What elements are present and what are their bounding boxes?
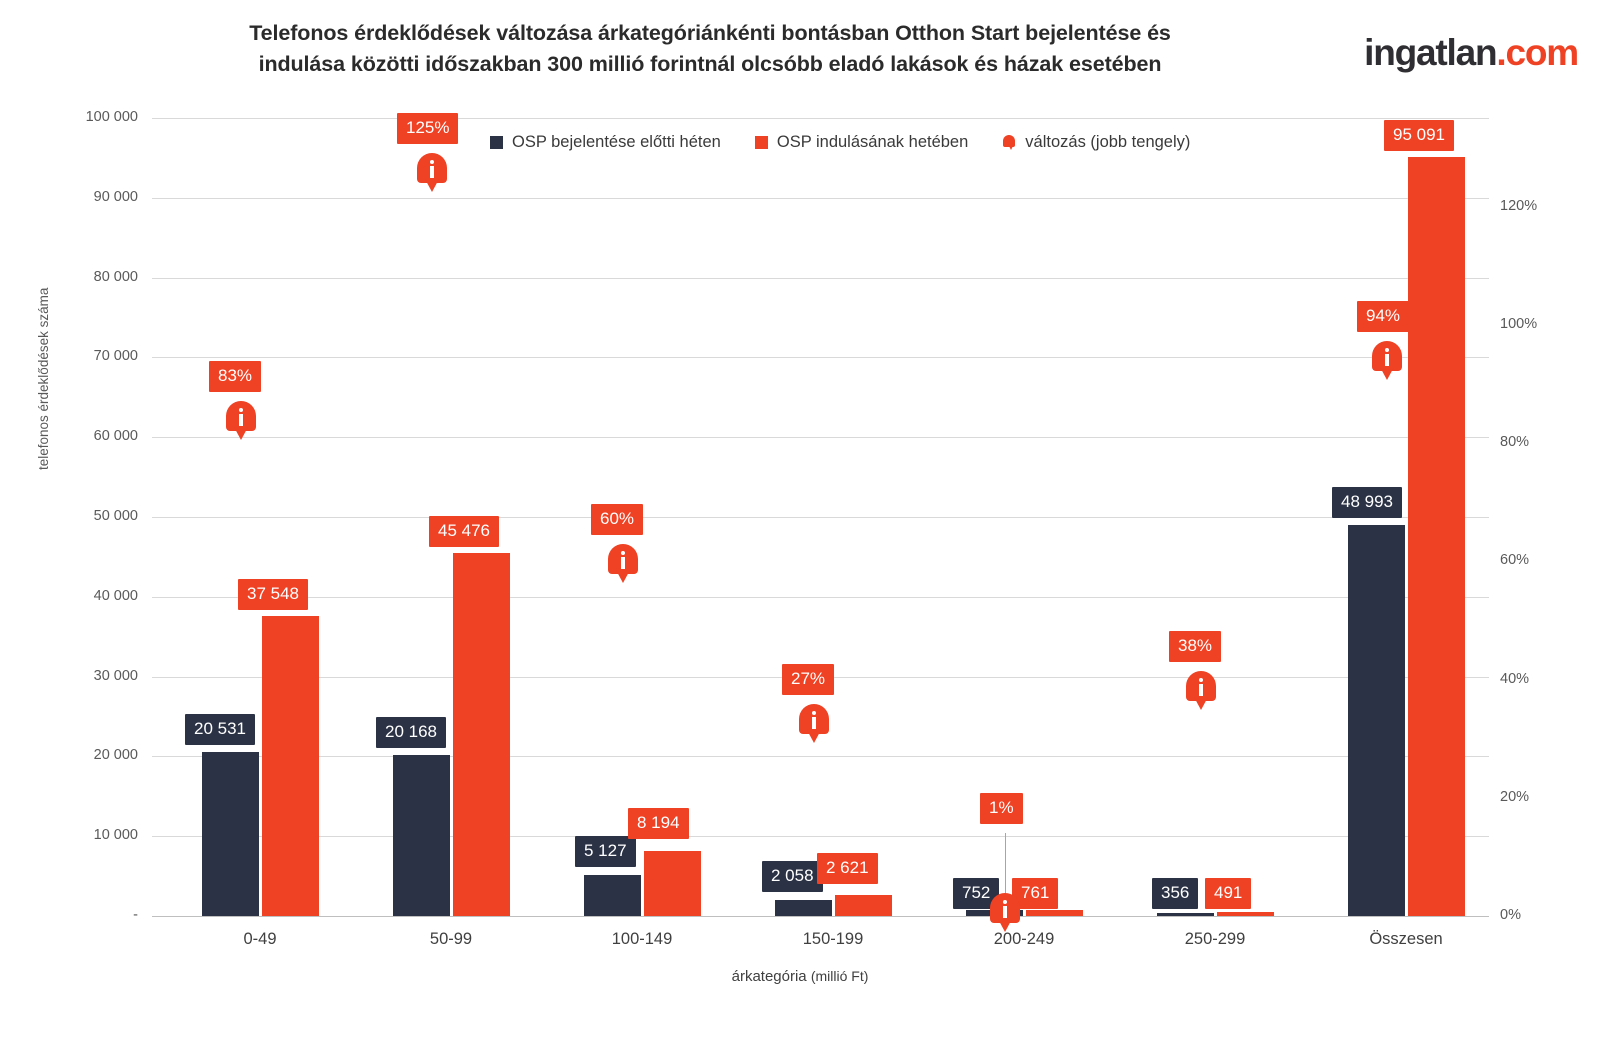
chart-title-line-1: Telefonos érdeklődések változása árkategóriánkénti bontásban Otthon Start bejelentése és — [249, 21, 1171, 45]
y-tick-label-30000: 30 000 — [93, 667, 138, 684]
bar-value-dark-150-199: 2 058 — [762, 861, 823, 892]
bar-red-200-249[interactable] — [1026, 910, 1083, 916]
bar-value-red-100-149: 8 194 — [628, 808, 689, 839]
ingatlan-com-logo — [1364, 32, 1578, 74]
gridline-100000 — [152, 118, 1489, 119]
y-tick-label-50000: 50 000 — [93, 508, 138, 524]
change-value-150-199: 27% — [782, 664, 834, 695]
bar-value-dark-50-99: 20 168 — [376, 717, 446, 748]
bar-value-dark-200-249: 752 — [953, 878, 999, 909]
bar-value-red-250-299: 491 — [1205, 878, 1251, 909]
change-value-osszesen: 94% — [1357, 301, 1409, 332]
legend-label-osp-start: OSP indulásának hetében — [776, 133, 969, 151]
gridline-90000 — [152, 198, 1489, 199]
bar-dark-150-199[interactable] — [775, 900, 832, 916]
gridline-10000 — [152, 836, 1489, 837]
bar-value-red-0-49: 37 548 — [238, 579, 308, 610]
gridline-40000 — [152, 597, 1489, 598]
x-axis-title-text: árkategória — [731, 968, 807, 985]
x-tick-label-50-99: 50-99 — [429, 930, 473, 948]
change-pin-0-49 — [226, 401, 256, 441]
gridline-60000 — [152, 437, 1489, 438]
change-pin-150-199 — [799, 704, 829, 744]
y-tick-label-40000: 40 000 — [93, 587, 138, 604]
change-value-100-149: 60% — [591, 504, 643, 535]
change-pin-50-99 — [417, 153, 447, 193]
y-tick-label-70000: 70 000 — [93, 348, 138, 365]
bar-value-red-200-249: 761 — [1012, 878, 1058, 909]
y2-tick-label-40: 40% — [1500, 670, 1530, 687]
bar-red-50-99[interactable] — [453, 553, 510, 916]
bar-value-dark-osszesen: 48 993 — [1332, 487, 1402, 518]
y-tick-label-60000: 60 000 — [93, 428, 138, 445]
y2-tick-label-20: 20% — [1500, 788, 1530, 805]
change-pin-osszesen — [1372, 341, 1402, 381]
chart-title-line-2: indulása közötti időszakban 300 millió forintnál olcsóbb eladó lakások és házak esetében — [258, 52, 1162, 76]
plot-area — [85, 109, 1538, 948]
bar-red-100-149[interactable] — [644, 851, 701, 916]
y-tick-label-80000: 80 000 — [93, 268, 138, 285]
y-tick-label-20000: 20 000 — [93, 747, 138, 764]
change-pin-100-149 — [608, 544, 638, 584]
bar-value-dark-250-299: 356 — [1152, 878, 1198, 909]
legend-label-change: változás (jobb tengely) — [1025, 133, 1191, 151]
bar-value-dark-100-149: 5 127 — [575, 836, 636, 867]
change-value-250-299: 38% — [1169, 631, 1221, 662]
gridline-80000 — [152, 278, 1489, 279]
bar-dark-250-299[interactable] — [1157, 913, 1214, 916]
y2-tick-label-120: 120% — [1500, 197, 1538, 214]
y-tick-label-10000: 10 000 — [93, 827, 138, 844]
y2-tick-label-80: 80% — [1500, 434, 1530, 451]
change-value-200-249: 1% — [980, 793, 1023, 824]
x-tick-label-250-299: 250-299 — [1184, 930, 1246, 948]
y2-tick-label-60: 60% — [1500, 552, 1530, 569]
change-pin-250-299 — [1186, 671, 1216, 711]
x-axis-title-unit: (millió Ft) — [810, 968, 869, 984]
y-tick-label-zero: - — [133, 907, 138, 923]
gridline-20000 — [152, 756, 1489, 757]
bar-dark-0-49[interactable] — [202, 752, 259, 916]
y-axis-title: telefonos érdeklődések száma — [36, 287, 51, 470]
y-tick-label-90000: 90 000 — [93, 188, 138, 205]
change-value-0-49: 83% — [209, 361, 261, 392]
chart-title — [120, 18, 1300, 80]
bar-value-red-150-199: 2 621 — [817, 853, 878, 884]
gridline-50000 — [152, 517, 1489, 518]
x-tick-label-osszesen: Összesen — [1369, 930, 1443, 948]
y2-tick-label-0: 0% — [1500, 907, 1521, 923]
change-value-50-99: 125% — [397, 113, 458, 144]
x-axis-title — [0, 968, 1600, 985]
logo-text-com: com — [1505, 32, 1578, 73]
y-tick-label-100000: 100 000 — [85, 109, 138, 125]
legend-label-osp-before: OSP bejelentése előtti héten — [512, 133, 721, 151]
x-tick-label-150-199: 150-199 — [802, 930, 864, 948]
logo-text-ingatlan: ingatlan — [1364, 32, 1497, 73]
bar-dark-osszesen[interactable] — [1348, 525, 1405, 916]
logo-dot: . — [1496, 32, 1506, 73]
x-tick-label-200-249: 200-249 — [993, 930, 1055, 948]
change-pin-200-249 — [990, 893, 1020, 933]
x-tick-label-100-149: 100-149 — [611, 930, 673, 948]
x-tick-label-0-49: 0-49 — [243, 930, 277, 948]
gridline-zero — [152, 916, 1489, 917]
bar-value-dark-0-49: 20 531 — [185, 714, 255, 745]
gridline-70000 — [152, 357, 1489, 358]
bar-red-0-49[interactable] — [262, 616, 319, 916]
bar-value-red-50-99: 45 476 — [429, 516, 499, 547]
bar-red-250-299[interactable] — [1217, 912, 1274, 916]
bar-red-150-199[interactable] — [835, 895, 892, 916]
bar-red-osszesen[interactable] — [1408, 157, 1465, 916]
bar-dark-50-99[interactable] — [393, 755, 450, 916]
bar-dark-100-149[interactable] — [584, 875, 641, 916]
y2-tick-label-100: 100% — [1500, 315, 1538, 332]
bar-value-red-osszesen: 95 091 — [1384, 120, 1454, 151]
